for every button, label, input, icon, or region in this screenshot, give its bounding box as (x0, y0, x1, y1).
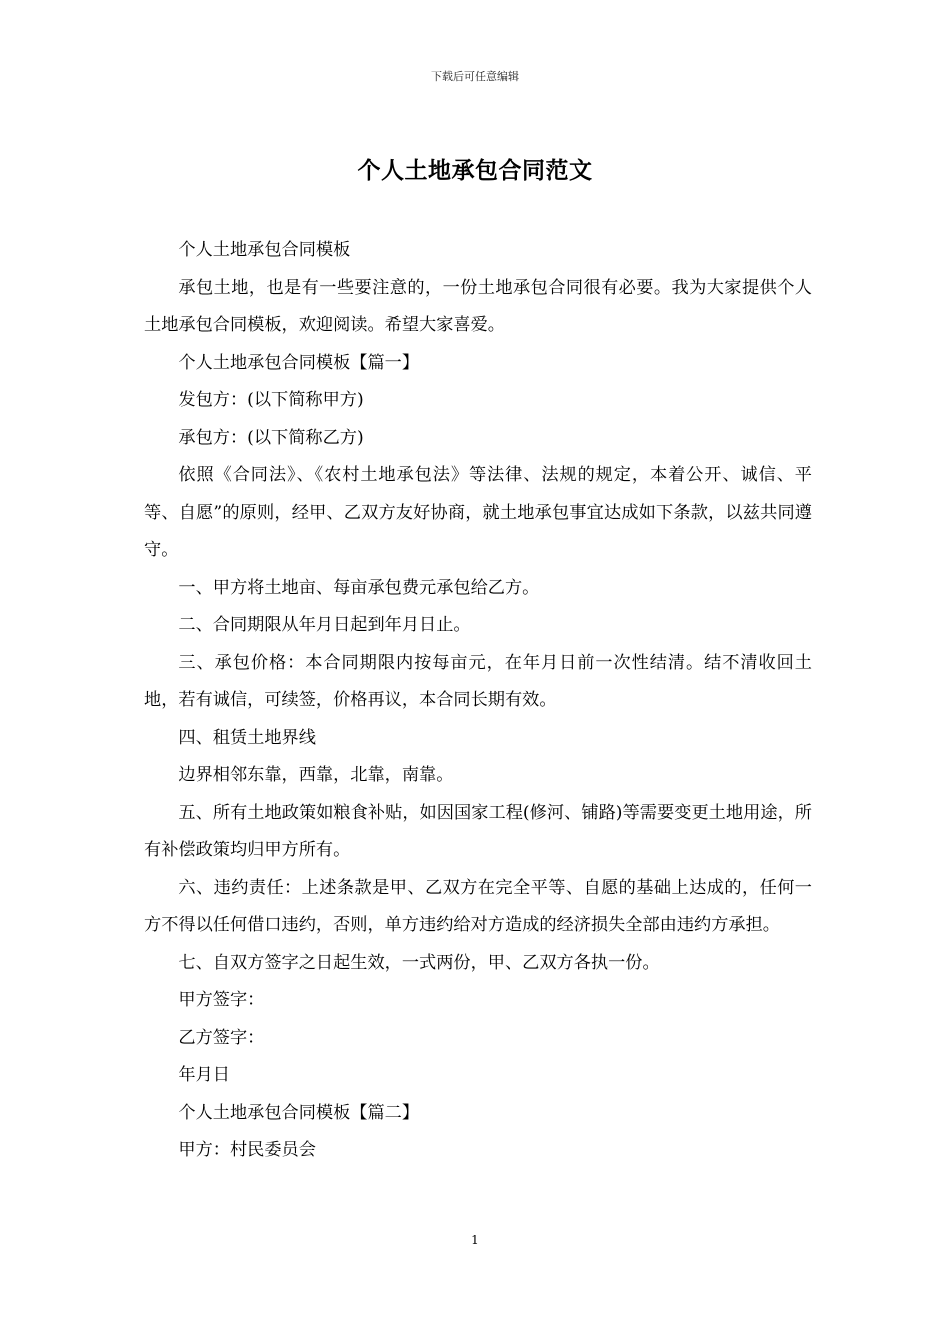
page-number: 1 (471, 1233, 479, 1247)
paragraph: 乙方签字： (178, 1027, 265, 1048)
paragraph: 个人土地承包合同模板【篇一】 (178, 352, 420, 373)
paragraph: 六、违约责任：上述条款是甲、乙双方在完全平等、自愿的基础上达成的，任何一方不得以任何借口违约，否则，单方违约给对方造成的经济损失全部由违约方承担。 (144, 877, 812, 935)
paragraph: 甲方：村民委员会 (178, 1140, 316, 1160)
page-header: 下载后可任意编辑 (431, 70, 519, 83)
paragraph: 承包方：(以下简称乙方) (178, 427, 364, 448)
paragraph: 边界相邻东靠，西靠，北靠，南靠。 (178, 765, 454, 785)
paragraph: 七、自双方签字之日起生效，一式两份，甲、乙双方各执一份。 (178, 952, 660, 973)
paragraph: 依照《合同法》、《农村土地承包法》等法律、法规的规定，本着公开、诚信、平等、自愿”的原则，经甲、乙双方友好协商，就土地承包事宜达成如下条款，以兹共同遵守。 (144, 465, 812, 560)
document-title: 个人土地承包合同范文 (357, 157, 593, 184)
paragraph: 承包土地，也是有一些要注意的，一份土地承包合同很有必要。我为大家提供个人土地承包合同模板，欢迎阅读。希望大家喜爱。 (144, 277, 812, 335)
paragraph: 甲方签字： (178, 990, 265, 1010)
paragraph: 五、所有土地政策如粮食补贴，如因国家工程(修河、铺路)等需要变更土地用途，所有补偿政策均归甲方所有。 (144, 802, 812, 860)
paragraph: 二、合同期限从年月日起到年月日止。 (178, 615, 471, 635)
paragraph: 一、甲方将土地亩、每亩承包费元承包给乙方。 (178, 577, 540, 598)
paragraph: 四、租赁土地界线 (178, 727, 316, 748)
paragraph: 发包方：(以下简称甲方) (178, 390, 364, 410)
paragraph: 年月日 (178, 1065, 230, 1085)
paragraph: 个人土地承包合同模板【篇二】 (178, 1102, 420, 1123)
document-body (144, 232, 812, 1170)
paragraph: 个人土地承包合同模板 (178, 240, 351, 260)
paragraph: 三、承包价格：本合同期限内按每亩元，在年月日前一次性结清。结不清收回土地，若有诚信，可续签，价格再议，本合同长期有效。 (144, 652, 812, 710)
